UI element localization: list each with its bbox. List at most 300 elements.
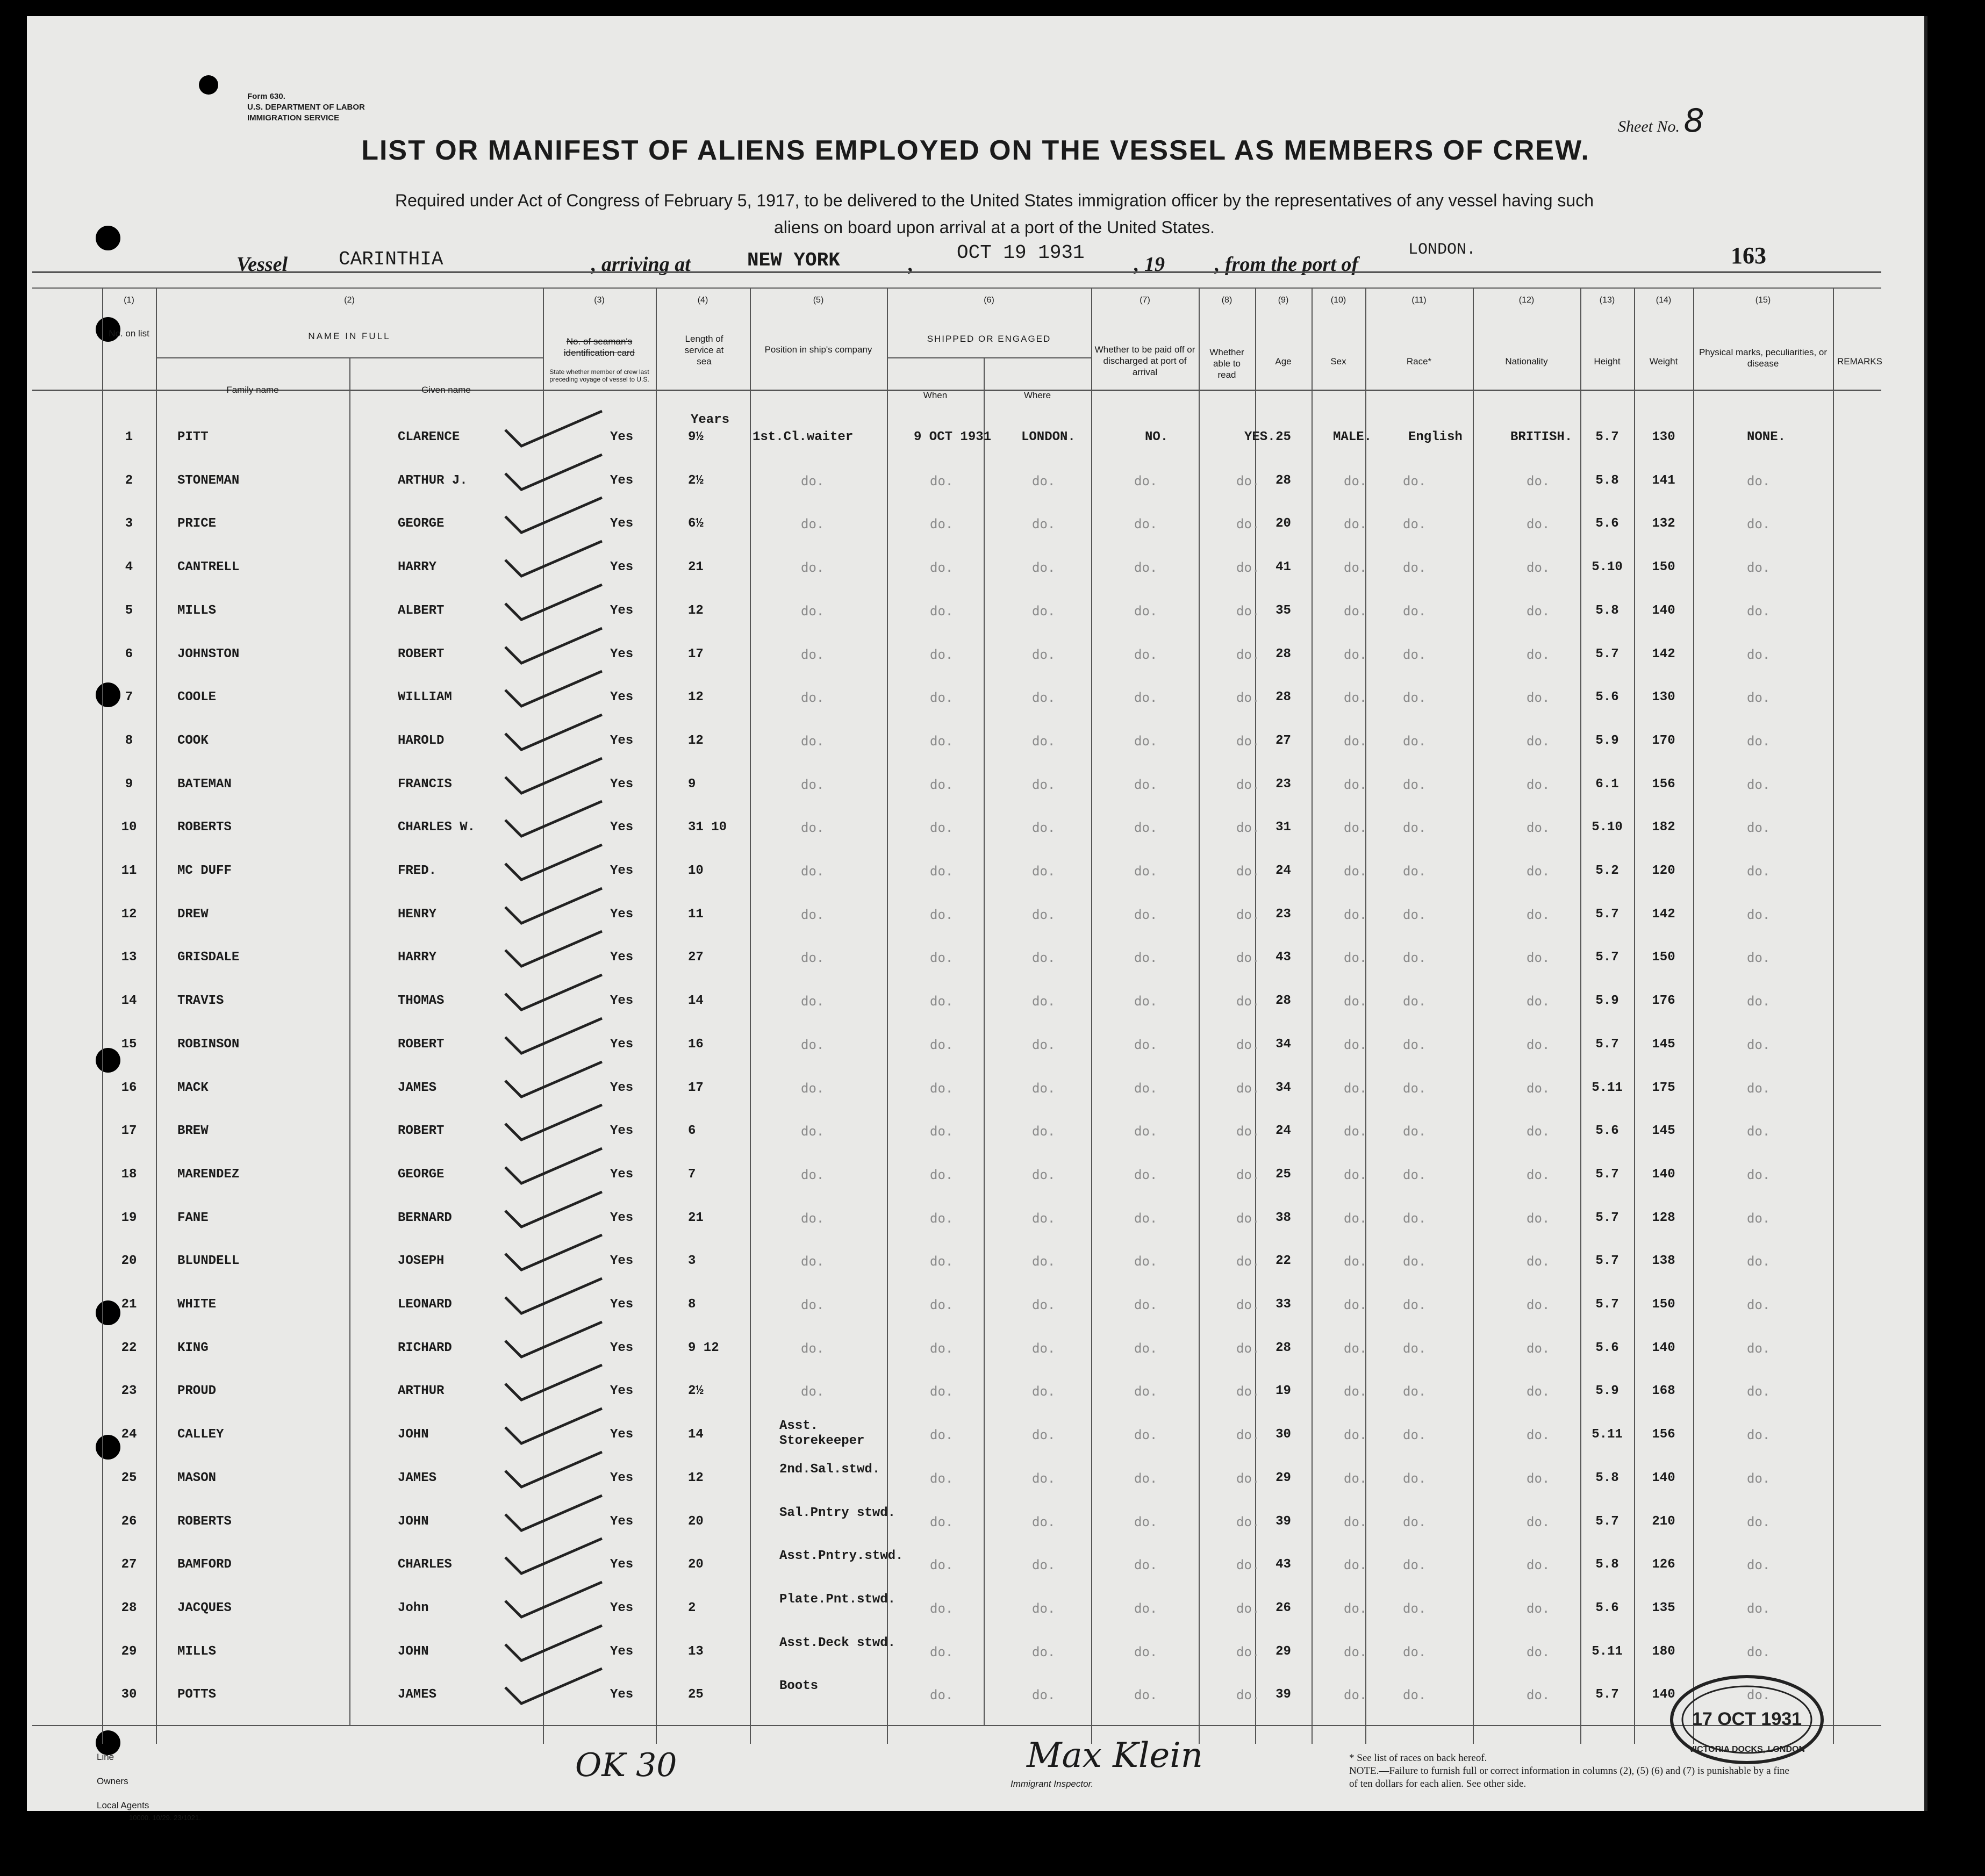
- cell-age: 26: [1275, 1600, 1291, 1615]
- ditto-mark: do.: [1032, 473, 1056, 488]
- cell-service: 2: [688, 1600, 696, 1615]
- ditto-mark: do.: [930, 1167, 954, 1182]
- ditto-mark: do.: [801, 1210, 825, 1226]
- cell-family: PRICE: [177, 516, 217, 531]
- ditto-mark: do.: [1403, 994, 1427, 1009]
- ditto-mark: do.: [1403, 560, 1427, 576]
- cell-age: 27: [1275, 733, 1291, 748]
- ditto-mark: do.: [930, 1644, 954, 1659]
- cell-given: FRANCIS: [398, 777, 452, 792]
- table-row: [27, 468, 1908, 506]
- cell-weight: 141: [1652, 473, 1675, 488]
- ditto-mark: do.: [1032, 950, 1056, 966]
- ditto-mark: do.: [930, 864, 954, 879]
- cell-family: ROBERTS: [177, 820, 232, 835]
- column-header-paid-off: Whether to be paid off or discharged at port of arrival: [1094, 344, 1195, 377]
- ditto-mark: do.: [1236, 1600, 1260, 1616]
- column-header-height: Height: [1594, 356, 1621, 366]
- ditto-mark: do.: [1236, 1644, 1260, 1659]
- ditto-mark: do.: [1527, 690, 1550, 706]
- cell-family: JOHNSTON: [177, 646, 240, 662]
- ditto-mark: do.: [1134, 907, 1158, 922]
- table-row: [27, 1162, 1908, 1199]
- ditto-mark: do.: [801, 1037, 825, 1052]
- ditto-mark: do.: [1134, 1210, 1158, 1226]
- cell-no: 6: [125, 646, 133, 662]
- arriving-port: NEW YORK: [747, 249, 840, 271]
- cell-age: 31: [1275, 820, 1291, 835]
- ditto-mark: do.: [1032, 777, 1056, 792]
- cell-position: Asst. Storekeeper: [779, 1419, 865, 1449]
- ditto-mark: do.: [1403, 777, 1427, 792]
- cell-service: 2½: [688, 473, 704, 488]
- stamp-text: VICTORIA DOCKS, LONDON: [1688, 1745, 1805, 1754]
- ditto-mark: do.: [1134, 994, 1158, 1009]
- ditto-mark: do.: [801, 560, 825, 576]
- cell-service: 3: [688, 1254, 696, 1269]
- cell-no: 11: [121, 864, 137, 878]
- ditto-mark: do.: [1527, 907, 1550, 922]
- ditto-mark: do.: [1134, 516, 1158, 532]
- ditto-mark: do.: [1403, 1644, 1427, 1659]
- cell-height: 5.6: [1595, 1124, 1619, 1139]
- cell-height: 5.11: [1592, 1080, 1623, 1095]
- table-rule: [32, 287, 1881, 289]
- cell-height: 5.6: [1595, 690, 1619, 705]
- cell-prev: Yes: [610, 560, 634, 575]
- ditto-mark: do.: [1527, 777, 1550, 792]
- cell-height: 5.2: [1595, 864, 1619, 878]
- cell-weight: 182: [1652, 820, 1675, 835]
- ditto-mark: do.: [1527, 1687, 1550, 1703]
- ditto-mark: do.: [1403, 603, 1427, 619]
- cell-no: 4: [125, 560, 133, 575]
- ditto-mark: do.: [1747, 864, 1771, 879]
- cell-weight: 145: [1652, 1124, 1675, 1139]
- ditto-mark: do.: [930, 1470, 954, 1486]
- ditto-mark: do.: [1527, 820, 1550, 836]
- cell-prev: Yes: [610, 1167, 634, 1182]
- ditto-mark: do.: [930, 733, 954, 749]
- cell-no: 8: [125, 733, 133, 748]
- department-name: U.S. DEPARTMENT OF LABOR: [247, 103, 365, 112]
- arrival-date: OCT 19 1931: [957, 242, 1085, 264]
- sheet-number-label: Sheet No.: [1618, 118, 1680, 135]
- cell-given: GEORGE: [398, 1167, 445, 1182]
- column-header-shipped: SHIPPED OR ENGAGED: [927, 334, 1051, 344]
- cell-no: 1: [125, 430, 133, 444]
- cell-weight: 145: [1652, 1037, 1675, 1052]
- column-number: (13): [1599, 296, 1615, 305]
- cell-service: 12: [688, 733, 704, 748]
- ditto-mark: do.: [1236, 603, 1260, 619]
- column-number: (3): [594, 296, 605, 305]
- cell-family: WHITE: [177, 1297, 217, 1312]
- cell-age: 34: [1275, 1037, 1291, 1052]
- ditto-mark: do.: [1403, 820, 1427, 836]
- ditto-mark: do.: [801, 1340, 825, 1356]
- ditto-mark: do.: [1344, 1037, 1367, 1052]
- ditto-mark: do.: [930, 1297, 954, 1312]
- cell-weight: 150: [1652, 1297, 1675, 1312]
- cell-height: 5.10: [1592, 820, 1623, 835]
- inspector-label: Immigrant Inspector.: [1011, 1779, 1094, 1789]
- ditto-mark: do.: [1403, 516, 1427, 532]
- cell-position: Sal.Pntry stwd.: [779, 1505, 896, 1520]
- ditto-mark: do.: [1032, 1037, 1056, 1052]
- column-number: (11): [1411, 296, 1427, 305]
- ditto-mark: do.: [1403, 1340, 1427, 1356]
- ditto-mark: do.: [1747, 777, 1771, 792]
- cell-first-when: 9 OCT 1931: [914, 430, 992, 444]
- ditto-mark: do.: [1236, 560, 1260, 576]
- cell-service: 17: [688, 646, 704, 662]
- cell-weight: 126: [1652, 1557, 1675, 1572]
- cell-given: FRED.: [398, 864, 437, 878]
- cell-height: 5.7: [1595, 1687, 1619, 1702]
- inspector-signature: Max Klein: [1027, 1736, 1203, 1776]
- ditto-mark: do.: [1527, 1427, 1550, 1443]
- column-header-age: Age: [1275, 356, 1292, 366]
- ditto-mark: do.: [1527, 950, 1550, 966]
- cell-height: 5.7: [1595, 1297, 1619, 1312]
- ditto-mark: do.: [1747, 603, 1771, 619]
- ditto-mark: do.: [930, 1037, 954, 1052]
- column-number: (6): [984, 296, 994, 305]
- ditto-mark: do.: [1344, 516, 1367, 532]
- cell-no: 22: [121, 1340, 137, 1355]
- column-header-service: Length of service at sea: [684, 334, 724, 366]
- cell-height: 5.7: [1595, 1514, 1619, 1529]
- cell-prev: Yes: [610, 516, 634, 531]
- ditto-mark: do.: [1032, 516, 1056, 532]
- column-number: (15): [1755, 296, 1771, 305]
- cell-given: HENRY: [398, 907, 437, 922]
- column-header-physical-marks: Physical marks, peculiarities, or disease: [1699, 347, 1828, 369]
- cell-prev: Yes: [610, 690, 634, 705]
- table-row: [27, 945, 1908, 982]
- cell-given: JOHN: [398, 1514, 429, 1529]
- ditto-mark: do.: [1134, 1600, 1158, 1616]
- cell-service: 27: [688, 950, 704, 965]
- cell-given: JOHN: [398, 1427, 429, 1442]
- cell-weight: 140: [1652, 603, 1675, 618]
- cell-service: 6: [688, 1124, 696, 1139]
- cell-service: 12: [688, 603, 704, 618]
- ditto-mark: do.: [1403, 690, 1427, 706]
- races-note: * See list of races on back hereof.: [1349, 1752, 1487, 1764]
- table-row: [27, 511, 1908, 549]
- ditto-mark: do.: [1236, 1210, 1260, 1226]
- cell-given: ARTHUR J.: [398, 473, 468, 488]
- ditto-mark: do.: [1403, 1427, 1427, 1443]
- cell-family: MASON: [177, 1470, 217, 1485]
- ditto-mark: do.: [1527, 864, 1550, 879]
- ditto-mark: do.: [1747, 1124, 1771, 1139]
- cell-given: BERNARD: [398, 1210, 452, 1225]
- ditto-mark: do.: [1403, 473, 1427, 488]
- ditto-mark: do.: [1032, 1124, 1056, 1139]
- table-row: [27, 772, 1908, 809]
- cell-age: 25: [1275, 1167, 1291, 1182]
- ditto-mark: do.: [1747, 1080, 1771, 1096]
- cell-age: 24: [1275, 864, 1291, 878]
- cell-position: 2nd.Sal.stwd.: [779, 1462, 880, 1477]
- fine-note: NOTE.—Failure to furnish full or correct information in columns (2), (5) (6) and (7) is punishable by a fine of ten dollars for each alien. See other side.: [1349, 1765, 1789, 1789]
- cell-family: MC DUFF: [177, 864, 232, 878]
- cell-given: JOSEPH: [398, 1254, 445, 1269]
- ditto-mark: do.: [1134, 1167, 1158, 1182]
- ditto-mark: do.: [1747, 820, 1771, 836]
- cell-no: 15: [121, 1037, 137, 1052]
- cell-age: 43: [1275, 950, 1291, 965]
- ditto-mark: do.: [1344, 1557, 1367, 1573]
- ditto-mark: do.: [1403, 733, 1427, 749]
- cell-given: LEONARD: [398, 1297, 452, 1312]
- ditto-mark: do.: [1403, 1167, 1427, 1182]
- column-header-sex: Sex: [1330, 356, 1346, 366]
- ditto-mark: do.: [930, 690, 954, 706]
- sheet-number: 8: [1683, 102, 1704, 140]
- ditto-mark: do.: [1403, 1080, 1427, 1096]
- cell-weight: 130: [1652, 690, 1675, 705]
- ditto-mark: do.: [1403, 1470, 1427, 1486]
- column-header-card: No. of seaman's identification card: [563, 336, 635, 358]
- table-row: [27, 1248, 1908, 1286]
- ditto-mark: do.: [1344, 1470, 1367, 1486]
- cell-height: 5.7: [1595, 1167, 1619, 1182]
- ditto-mark: do.: [1134, 690, 1158, 706]
- ditto-mark: do.: [1032, 1557, 1056, 1573]
- ditto-mark: do.: [1134, 1080, 1158, 1096]
- cell-height: 5.8: [1595, 603, 1619, 618]
- table-bottom-rule: [32, 1725, 1881, 1726]
- cell-given: JAMES: [398, 1470, 437, 1485]
- cell-no: 7: [125, 690, 133, 705]
- cell-age: 28: [1275, 994, 1291, 1009]
- cell-weight: 156: [1652, 1427, 1675, 1442]
- cell-family: CALLEY: [177, 1427, 224, 1442]
- ditto-mark: do.: [1236, 1297, 1260, 1312]
- ditto-mark: do.: [1747, 560, 1771, 576]
- ditto-mark: do.: [1134, 777, 1158, 792]
- ditto-mark: do.: [1344, 1427, 1367, 1443]
- column-header-read: Whether able to read: [1209, 347, 1244, 380]
- arriving-label: , arriving at: [591, 253, 691, 276]
- ditto-mark: do.: [1236, 1514, 1260, 1529]
- dock-date-stamp: [1666, 1671, 1828, 1768]
- cell-no: 20: [121, 1254, 137, 1269]
- ditto-mark: do.: [1527, 1037, 1550, 1052]
- ditto-mark: do.: [1344, 1124, 1367, 1139]
- cell-service: 9: [688, 777, 696, 792]
- ditto-mark: do.: [1134, 1470, 1158, 1486]
- ditto-mark: do.: [930, 907, 954, 922]
- ditto-mark: do.: [1032, 1080, 1056, 1096]
- subheader-where: Where: [1023, 390, 1051, 400]
- ditto-mark: do.: [930, 777, 954, 792]
- ditto-mark: do.: [1134, 1687, 1158, 1703]
- print-code: 10000. 10/29. 23/1021.: [129, 1814, 201, 1822]
- ditto-mark: do.: [1747, 994, 1771, 1009]
- table-row: [27, 902, 1908, 939]
- ditto-mark: do.: [1032, 690, 1056, 706]
- cell-prev: Yes: [610, 1037, 634, 1052]
- ditto-mark: do.: [1032, 560, 1056, 576]
- ditto-mark: do.: [1344, 603, 1367, 619]
- table-row: [27, 1118, 1908, 1156]
- cell-no: 26: [121, 1514, 137, 1529]
- cell-service: 7: [688, 1167, 696, 1182]
- cell-service: 2½: [688, 1384, 704, 1399]
- table-row: [27, 1292, 1908, 1329]
- ditto-mark: do.: [930, 1254, 954, 1269]
- punch-hole: [199, 75, 218, 95]
- ditto-mark: do.: [1236, 1557, 1260, 1573]
- ditto-mark: do.: [1236, 516, 1260, 532]
- ditto-mark: do.: [1344, 473, 1367, 488]
- cell-family: MACK: [177, 1080, 209, 1095]
- cell-prev: Yes: [610, 907, 634, 922]
- ditto-mark: do.: [1344, 1297, 1367, 1312]
- cell-position: Asst.Pntry.stwd.: [779, 1549, 904, 1564]
- footer-owners-label: Owners: [97, 1776, 128, 1786]
- ditto-mark: do.: [1236, 473, 1260, 488]
- cell-family: FANE: [177, 1210, 209, 1225]
- ditto-mark: do.: [1403, 1297, 1427, 1312]
- ditto-mark: do.: [1527, 1124, 1550, 1139]
- ditto-mark: do.: [1747, 1210, 1771, 1226]
- cell-position: Asst.Deck stwd.: [779, 1635, 896, 1650]
- column-number: (9): [1278, 296, 1289, 305]
- ditto-mark: do.: [930, 1124, 954, 1139]
- cell-age: 28: [1275, 1340, 1291, 1355]
- ditto-mark: do.: [1403, 1037, 1427, 1052]
- ditto-mark: do.: [1747, 1254, 1771, 1269]
- ditto-mark: do.: [1403, 1557, 1427, 1573]
- cell-given: RICHARD: [398, 1340, 452, 1355]
- cell-prev: Yes: [610, 1340, 634, 1355]
- cell-service: 12: [688, 690, 704, 705]
- ditto-mark: do.: [1527, 603, 1550, 619]
- column-number: (7): [1140, 296, 1150, 305]
- cell-prev: Yes: [610, 1687, 634, 1702]
- cell-height: 5.6: [1595, 516, 1619, 531]
- cell-age: 28: [1275, 473, 1291, 488]
- ditto-mark: do.: [1747, 1644, 1771, 1659]
- cell-given: HARRY: [398, 560, 437, 575]
- ditto-mark: do.: [1403, 1124, 1427, 1139]
- cell-family: BREW: [177, 1124, 209, 1139]
- cell-prev: Yes: [610, 473, 634, 488]
- cell-height: 5.7: [1595, 1037, 1619, 1052]
- table-row: [27, 1419, 1908, 1460]
- ditto-mark: do.: [1527, 516, 1550, 532]
- cell-weight: 170: [1652, 733, 1675, 748]
- ditto-mark: do.: [1344, 1167, 1367, 1182]
- ditto-mark: do.: [1134, 733, 1158, 749]
- ditto-mark: do.: [1134, 820, 1158, 836]
- cell-height: 5.11: [1592, 1644, 1623, 1659]
- ditto-mark: do.: [1403, 1210, 1427, 1226]
- ditto-mark: do.: [930, 646, 954, 662]
- cell-family: BAMFORD: [177, 1557, 232, 1572]
- cell-family: MILLS: [177, 1644, 217, 1659]
- cell-first-paid-off: NO.: [1145, 430, 1169, 444]
- ditto-mark: do.: [1236, 820, 1260, 836]
- table-row: [27, 1205, 1908, 1243]
- ditto-mark: do.: [1032, 907, 1056, 922]
- ditto-mark: do.: [1134, 1037, 1158, 1052]
- column-number: (5): [813, 296, 824, 305]
- cell-no: 19: [121, 1210, 137, 1225]
- cell-prev: Yes: [610, 1427, 634, 1442]
- cell-prev: Yes: [610, 1644, 634, 1659]
- ditto-mark: do.: [1236, 1384, 1260, 1399]
- ditto-mark: do.: [1747, 1514, 1771, 1529]
- cell-first-race: English: [1408, 430, 1463, 444]
- cell-family: MILLS: [177, 603, 217, 618]
- cell-family: ROBERTS: [177, 1514, 232, 1529]
- cell-service: 10: [688, 864, 704, 878]
- ditto-mark: do.: [1747, 473, 1771, 488]
- cell-prev: Yes: [610, 1600, 634, 1615]
- cell-prev: Yes: [610, 1080, 634, 1095]
- ditto-mark: do.: [1236, 1080, 1260, 1096]
- cell-height: 5.8: [1595, 1470, 1619, 1485]
- ditto-mark: do.: [1134, 646, 1158, 662]
- cell-service: 20: [688, 1514, 704, 1529]
- shipped-subrule: [887, 357, 1091, 358]
- column-header-race: Race*: [1406, 356, 1432, 366]
- cell-position: Boots: [779, 1679, 819, 1694]
- ditto-mark: do.: [1236, 1340, 1260, 1356]
- ditto-mark: do.: [1134, 1340, 1158, 1356]
- cell-service: 20: [688, 1557, 704, 1572]
- ditto-mark: do.: [801, 690, 825, 706]
- ditto-mark: do.: [801, 777, 825, 792]
- vessel-name: CARINTHIA: [339, 248, 443, 270]
- ditto-mark: do.: [930, 994, 954, 1009]
- ditto-mark: do.: [1134, 473, 1158, 488]
- ditto-mark: do.: [1403, 1514, 1427, 1529]
- ditto-mark: do.: [1134, 603, 1158, 619]
- cell-weight: 168: [1652, 1384, 1675, 1399]
- page-title: LIST OR MANIFEST OF ALIENS EMPLOYED ON THE VESSEL AS MEMBERS OF CREW.: [361, 135, 1590, 166]
- cell-family: GRISDALE: [177, 950, 240, 965]
- ditto-mark: do.: [1032, 994, 1056, 1009]
- vessel-label: Vessel: [237, 253, 288, 276]
- ditto-mark: do.: [801, 1080, 825, 1096]
- cell-no: 13: [121, 950, 137, 965]
- ditto-mark: do.: [1527, 1297, 1550, 1312]
- table-row: [27, 1592, 1908, 1633]
- cell-age: 20: [1275, 516, 1291, 531]
- column-number: (1): [124, 296, 134, 305]
- ditto-mark: do.: [1032, 1254, 1056, 1269]
- cell-weight: 142: [1652, 907, 1675, 922]
- cell-service: 31 10: [688, 820, 727, 835]
- cell-given: JAMES: [398, 1687, 437, 1702]
- ditto-mark: do.: [1747, 1427, 1771, 1443]
- ditto-mark: do.: [1032, 864, 1056, 879]
- cell-weight: 156: [1652, 777, 1675, 792]
- ditto-mark: do.: [930, 1427, 954, 1443]
- table-row: [27, 1075, 1908, 1113]
- column-header-no: No. on list: [109, 328, 149, 339]
- ditto-mark: do.: [1403, 1254, 1427, 1269]
- ditto-mark: do.: [801, 733, 825, 749]
